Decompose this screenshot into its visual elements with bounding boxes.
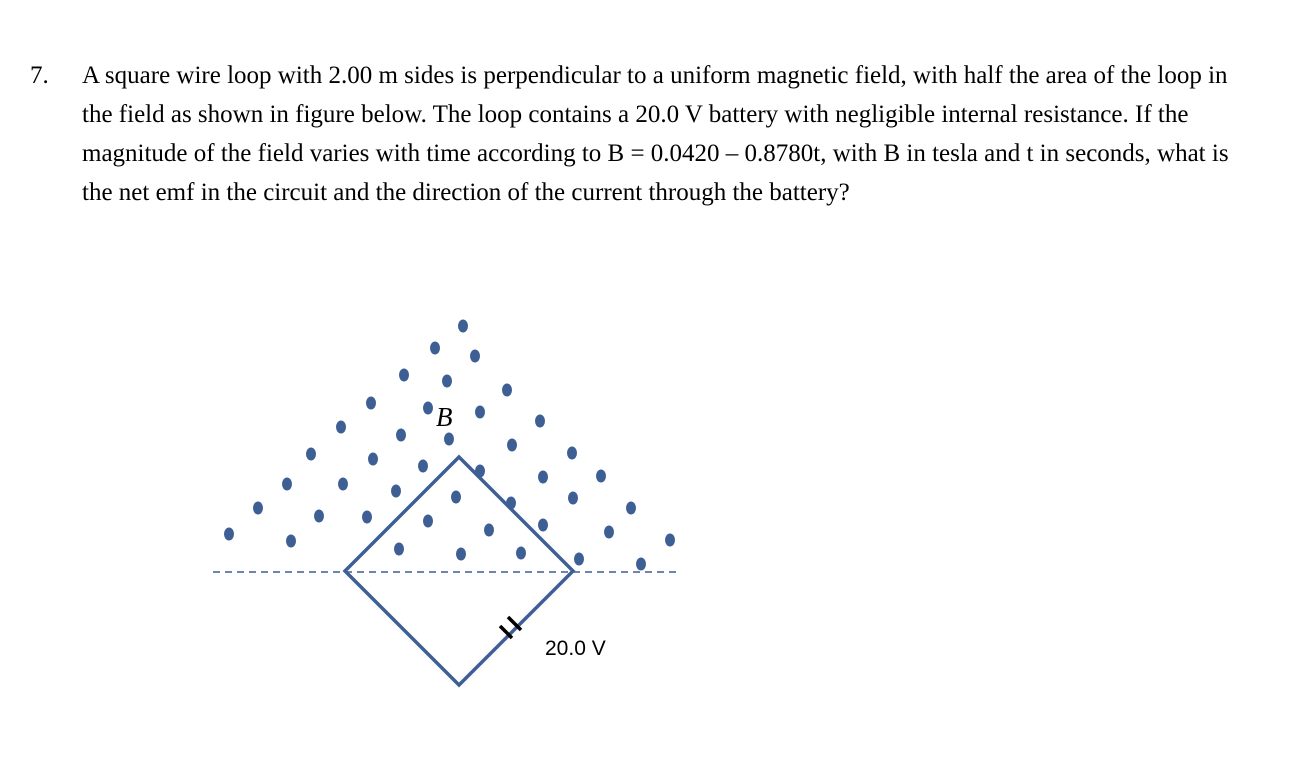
field-dot xyxy=(418,460,428,473)
field-dot xyxy=(507,439,517,452)
field-dot xyxy=(396,429,406,442)
field-dot xyxy=(224,528,234,541)
battery-label: 20.0 V xyxy=(545,637,606,660)
field-dot xyxy=(535,415,545,428)
field-dot xyxy=(451,491,461,504)
field-dot xyxy=(567,447,577,460)
field-dot xyxy=(626,502,636,515)
field-dot xyxy=(516,547,526,560)
field-dot xyxy=(442,375,452,388)
field-dot xyxy=(391,485,401,498)
field-dot xyxy=(470,350,480,363)
field-dot xyxy=(338,478,348,491)
field-dot xyxy=(399,369,409,382)
field-dot xyxy=(636,558,646,571)
field-dot xyxy=(444,433,454,446)
field-dot xyxy=(502,384,512,397)
field-dot xyxy=(368,453,378,466)
field-dot xyxy=(430,342,440,355)
field-dot xyxy=(475,406,485,419)
field-dot xyxy=(366,397,376,410)
field-dot xyxy=(604,526,614,539)
field-dot xyxy=(538,471,548,484)
field-dot xyxy=(538,519,548,532)
field-dot xyxy=(596,470,606,483)
field-dot xyxy=(484,524,494,537)
question-number: 7. xyxy=(30,62,49,89)
field-dot xyxy=(665,534,675,547)
field-dot xyxy=(253,502,263,515)
field-dot xyxy=(574,553,584,566)
field-dot xyxy=(423,515,433,528)
field-dot xyxy=(336,421,346,434)
field-dot xyxy=(286,535,296,548)
field-dot xyxy=(282,478,292,491)
wire-loop xyxy=(345,457,573,685)
field-dot xyxy=(458,320,468,333)
field-dots xyxy=(224,320,675,571)
field-dot xyxy=(568,492,578,505)
field-dot xyxy=(456,548,466,561)
field-label: B xyxy=(436,402,453,432)
field-dot xyxy=(314,510,324,523)
field-dot xyxy=(423,402,433,415)
field-dot xyxy=(306,448,316,461)
field-dot xyxy=(394,543,404,556)
field-dot xyxy=(362,511,372,524)
question-text: A square wire loop with 2.00 m sides is perpendicular to a uniform magnetic field, with half the area of the loop in the field as shown in figure below. The loop contains a 20.0 V battery with negligible internal resistance. If the magnitude of the field varies with time according to B = 0.0420 – 0.8780t, with B in tesla and t in seconds, what is the net emf in the circuit and the direction of the current through the battery? xyxy=(82,62,1229,206)
